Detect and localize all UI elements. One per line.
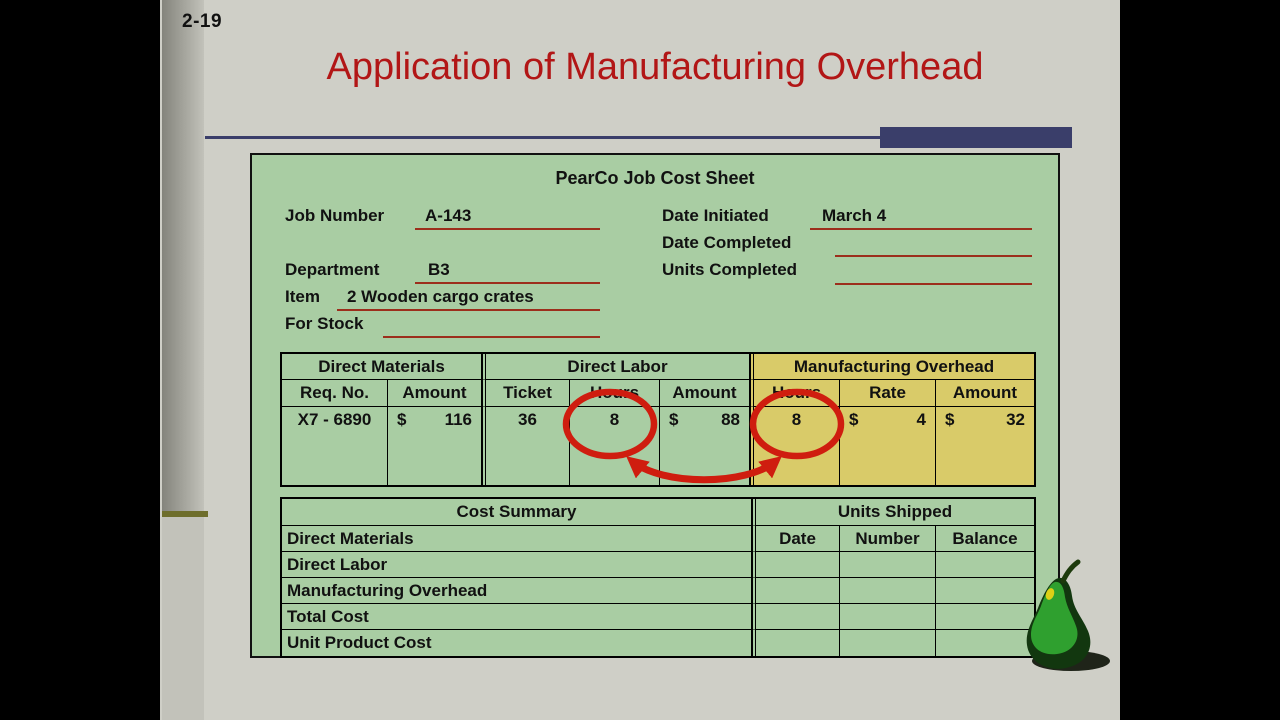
item-label: Item bbox=[285, 287, 320, 306]
page-number: 2-19 bbox=[182, 11, 223, 32]
date-initiated-value: March 4 bbox=[822, 206, 887, 225]
mo-rate-currency: $ bbox=[849, 410, 859, 429]
units-shipped-header: Units Shipped bbox=[752, 499, 1034, 526]
item-underline bbox=[337, 309, 600, 311]
shipped-cell-empty bbox=[752, 578, 840, 604]
department-underline bbox=[415, 282, 600, 284]
shipped-cell-empty bbox=[840, 630, 936, 656]
cell-mo-rate bbox=[840, 407, 936, 485]
title-accent-bar bbox=[880, 127, 1072, 148]
mo-rate-value: 4 bbox=[916, 410, 926, 429]
group-header-direct-labor: Direct Labor bbox=[482, 354, 750, 380]
shipped-cell-empty bbox=[936, 604, 1034, 630]
date-completed-label: Date Completed bbox=[662, 233, 792, 252]
col-header-mo-hours: Hours bbox=[750, 380, 840, 407]
department-value: B3 bbox=[428, 260, 450, 279]
cost-summary-header: Cost Summary bbox=[282, 499, 752, 526]
cell-mo-hours: 8 bbox=[750, 407, 840, 485]
shipped-cell-empty bbox=[936, 630, 1034, 656]
job-number-value: A-143 bbox=[425, 206, 472, 225]
units-completed-underline bbox=[835, 283, 1032, 285]
cell-ticket: 36 bbox=[482, 407, 570, 485]
units-completed-label: Units Completed bbox=[662, 260, 798, 279]
col-header-mo-rate: Rate bbox=[840, 380, 936, 407]
shipped-col-balance: Balance bbox=[936, 526, 1034, 552]
col-header-req-no: Req. No. bbox=[282, 380, 388, 407]
job-cost-sheet bbox=[250, 153, 1060, 658]
cell-dm-amount bbox=[388, 407, 482, 485]
shipped-col-date: Date bbox=[752, 526, 840, 552]
dl-value: 88 bbox=[721, 410, 740, 429]
shipped-cell-empty bbox=[840, 578, 936, 604]
summary-row-unit-product-cost: Unit Product Cost bbox=[282, 630, 752, 656]
shipped-cell-empty bbox=[936, 552, 1034, 578]
group-header-manufacturing-overhead: Manufacturing Overhead bbox=[750, 354, 1034, 380]
shipped-cell-empty bbox=[840, 552, 936, 578]
job-number-label: Job Number bbox=[285, 206, 385, 225]
shipped-col-number: Number bbox=[840, 526, 936, 552]
col-header-mo-amount: Amount bbox=[936, 380, 1034, 407]
cell-dl-amount bbox=[660, 407, 750, 485]
summary-row-direct-materials: Direct Materials bbox=[282, 526, 752, 552]
dm-currency: $ bbox=[397, 410, 407, 429]
mo-amount-value: 32 bbox=[1006, 410, 1025, 429]
col-header-dm-amount: Amount bbox=[388, 380, 482, 407]
detail-table bbox=[280, 352, 1036, 487]
cell-req-no: X7 - 6890 bbox=[282, 407, 388, 485]
mo-amount-currency: $ bbox=[945, 410, 955, 429]
job-number-underline bbox=[415, 228, 600, 230]
dm-value: 116 bbox=[444, 410, 472, 429]
summary-row-direct-labor: Direct Labor bbox=[282, 552, 752, 578]
slide bbox=[160, 0, 1120, 720]
col-header-dl-hours: Hours bbox=[570, 380, 660, 407]
for-stock-label: For Stock bbox=[285, 314, 364, 333]
for-stock-underline bbox=[383, 336, 600, 338]
dl-currency: $ bbox=[669, 410, 679, 429]
summary-table bbox=[280, 497, 1036, 658]
col-header-ticket: Ticket bbox=[482, 380, 570, 407]
date-completed-underline bbox=[835, 255, 1032, 257]
template-side-bar bbox=[162, 0, 204, 511]
date-initiated-underline bbox=[810, 228, 1032, 230]
summary-row-total-cost: Total Cost bbox=[282, 604, 752, 630]
slide-title: Application of Manufacturing Overhead bbox=[326, 46, 984, 88]
summary-row-manufacturing-overhead: Manufacturing Overhead bbox=[282, 578, 752, 604]
cell-dl-hours: 8 bbox=[570, 407, 660, 485]
date-initiated-label: Date Initiated bbox=[662, 206, 769, 225]
shipped-cell-empty bbox=[752, 604, 840, 630]
department-label: Department bbox=[285, 260, 380, 279]
template-side-bar-lower bbox=[162, 517, 204, 720]
col-header-dl-amount: Amount bbox=[660, 380, 750, 407]
cell-mo-amount bbox=[936, 407, 1034, 485]
shipped-cell-empty bbox=[752, 552, 840, 578]
group-header-direct-materials: Direct Materials bbox=[282, 354, 482, 380]
item-value: 2 Wooden cargo crates bbox=[347, 287, 534, 306]
sheet-title: PearCo Job Cost Sheet bbox=[555, 168, 755, 188]
shipped-cell-empty bbox=[936, 578, 1034, 604]
shipped-cell-empty bbox=[752, 630, 840, 656]
shipped-cell-empty bbox=[840, 604, 936, 630]
